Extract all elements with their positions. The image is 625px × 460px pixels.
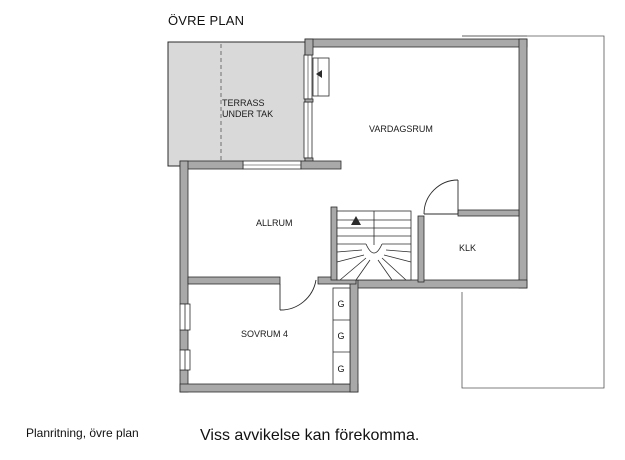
plan-title: ÖVRE PLAN (168, 13, 245, 28)
family-room-label: ALLRUM (256, 218, 293, 228)
terrace-label (222, 98, 273, 120)
terrace-label-line1: TERRASS (222, 98, 265, 108)
wardrobe-label-2: G (337, 331, 345, 341)
staircase-icon (337, 211, 411, 280)
disclaimer-text: Viss avvikelse kan förekomma. (200, 427, 420, 444)
bedroom-label: SOVRUM 4 (241, 329, 289, 339)
chimney-icon (313, 58, 329, 96)
living-room-label: VARDAGSRUM (369, 124, 433, 134)
closet-label: KLK (459, 243, 477, 253)
wardrobe-label-3: G (337, 364, 345, 374)
terrace-label-line2: UNDER TAK (222, 109, 274, 119)
plan-caption: Planritning, övre plan (26, 426, 139, 440)
wardrobe-label-1: G (337, 299, 345, 309)
